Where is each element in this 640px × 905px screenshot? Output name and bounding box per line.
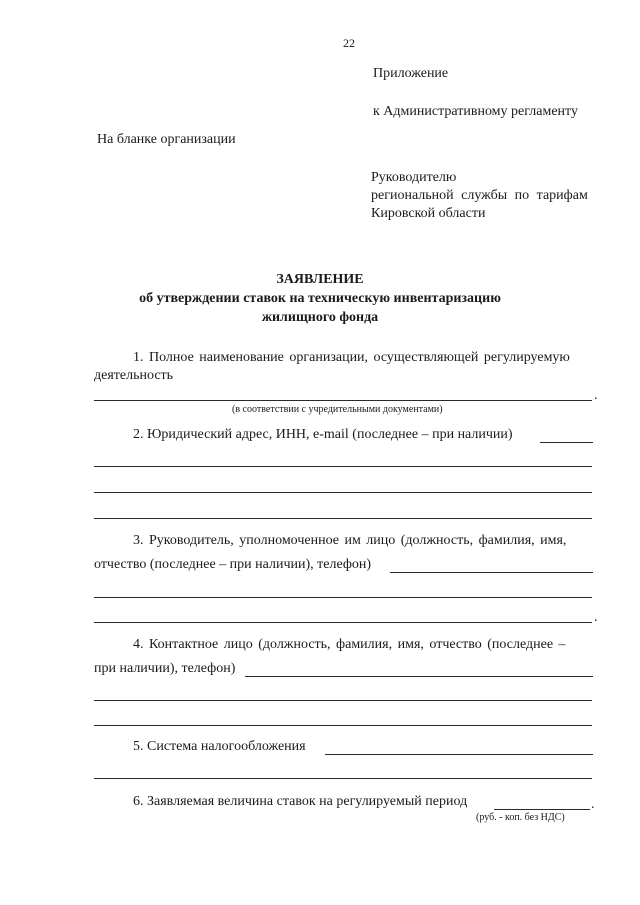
page-number: 22 [343,36,355,50]
addressee-line3: Кировской области [371,206,486,221]
item2-fill-line3 [94,518,592,519]
item2-fill-inline [540,442,593,443]
item6-period: . [591,797,595,812]
item1-note: (в соответствии с учредительными документами) [232,404,443,415]
item1-line2: деятельность [94,368,174,383]
item3-period: . [594,610,598,625]
item1-fill-line [94,400,592,401]
item4-line2: при наличии), телефон) [94,661,236,676]
item3-line1: 3. Руководитель, уполномоченное им лицо (должность, фамилия, имя, [133,533,567,548]
letterhead-note: На бланке организации [97,132,236,147]
item2-label: 2. Юридический адрес, ИНН, e-mail (последнее – при наличии) [133,427,513,442]
item5-fill-line1 [94,778,592,779]
item4-fill-inline [245,676,593,677]
item4-fill-line2 [94,725,592,726]
heading-line2: об утверждении ставок на техническую инвентаризацию [139,291,501,306]
item6-fill-inline [494,809,590,810]
addressee-line1: Руководителю [371,170,457,185]
item5-fill-inline [325,754,593,755]
heading-title: ЗАЯВЛЕНИЕ [276,272,364,287]
item4-line1: 4. Контактное лицо (должность, фамилия, имя, отчество (последнее – [133,637,566,652]
item1-line1: 1. Полное наименование организации, осуществляющей регулируемую [133,350,570,365]
item1-period: . [594,388,598,403]
addressee-line2: региональной службы по тарифам [371,188,588,203]
item6-note: (руб. - коп. без НДС) [476,812,565,823]
appendix-subtitle: к Административному регламенту [373,104,578,119]
item3-line2: отчество (последнее – при наличии), телефон) [94,557,372,572]
item3-fill-inline [390,572,593,573]
item4-fill-line1 [94,700,592,701]
item2-fill-line2 [94,492,592,493]
item3-fill-line2 [94,622,592,623]
item3-fill-line1 [94,597,592,598]
appendix-title: Приложение [373,66,449,81]
heading-line3: жилищного фонда [261,310,379,325]
item6-label: 6. Заявляемая величина ставок на регулируемый период [133,794,468,809]
item2-fill-line1 [94,466,592,467]
item5-label: 5. Система налогообложения [133,739,306,754]
